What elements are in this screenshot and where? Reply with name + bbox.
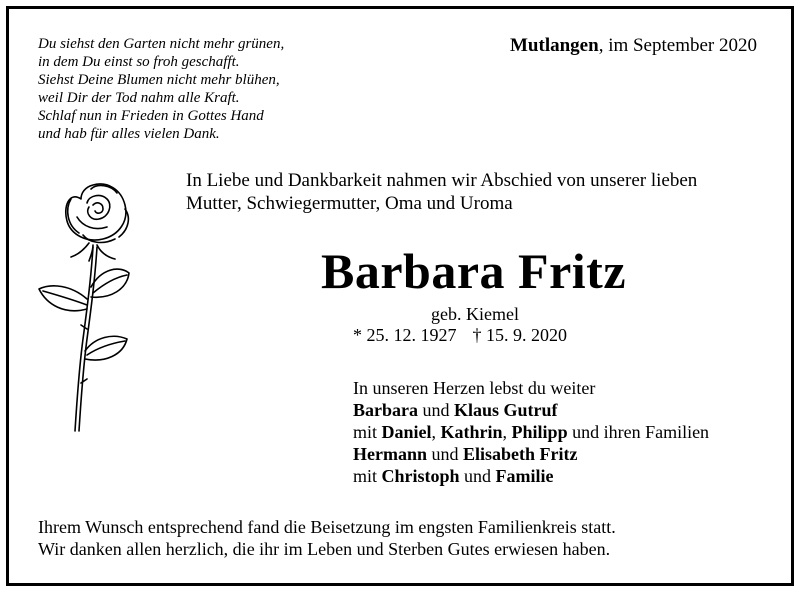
connector-text: und <box>427 444 463 464</box>
obituary-notice <box>6 6 794 586</box>
mourners-line <box>353 421 709 443</box>
intro-line: Mutter, Schwiegermutter, Oma und Uroma <box>186 193 513 214</box>
mourners-intro: In unseren Herzen lebst du weiter <box>353 378 596 398</box>
mourner-name: Philipp <box>511 422 568 442</box>
place-and-date <box>510 35 757 57</box>
birth-date: * 25. 12. 1927 <box>353 325 457 345</box>
connector-text: und <box>459 466 496 486</box>
mourners-list <box>353 377 709 487</box>
mourner-name: Klaus Gutruf <box>454 400 558 420</box>
connector-text: und ihren Familien <box>567 422 710 442</box>
life-dates <box>353 325 567 346</box>
poem-line: und hab für alles vielen Dank. <box>38 126 220 142</box>
mourner-name: Barbara <box>353 400 418 420</box>
mourner-name: Kathrin <box>440 422 503 442</box>
poem-line: Du siehst den Garten nicht mehr grünen, <box>38 36 285 52</box>
poem-line: in dem Du einst so froh geschafft. <box>38 54 240 70</box>
intro-line: In Liebe und Dankbarkeit nahmen wir Abschied von unserer lieben <box>186 170 698 191</box>
deceased-name: Barbara Fritz <box>321 243 627 299</box>
poem-line: Schlaf nun in Frieden in Gottes Hand <box>38 108 264 124</box>
connector-text: , <box>502 422 512 442</box>
mourners-line <box>353 443 709 465</box>
mourners-line <box>353 399 709 421</box>
closing-line: Wir danken allen herzlich, die ihr im Leben und Sterben Gutes erwiesen haben. <box>38 539 611 559</box>
mourner-name: Familie <box>495 466 554 486</box>
memorial-poem <box>38 35 368 143</box>
connector-text: und <box>418 400 454 420</box>
rose-icon <box>31 169 151 439</box>
mourner-name: Daniel <box>381 422 432 442</box>
poem-line: weil Dir der Tod nahm alle Kraft. <box>38 90 240 106</box>
place-name: Mutlangen <box>510 35 599 56</box>
closing-text <box>38 516 616 560</box>
intro-text <box>186 169 763 215</box>
date-text: , im September 2020 <box>598 35 757 56</box>
maiden-name: geb. Kiemel <box>431 304 519 324</box>
mourner-name: Hermann <box>353 444 427 464</box>
connector-text: , <box>431 422 441 442</box>
poem-line: Siehst Deine Blumen nicht mehr blühen, <box>38 72 280 88</box>
closing-line: Ihrem Wunsch entsprechend fand die Beisetzung im engsten Familienkreis statt. <box>38 517 616 537</box>
mourners-line <box>353 465 709 487</box>
connector-text: mit <box>353 422 382 442</box>
connector-text: mit <box>353 466 382 486</box>
death-date: † 15. 9. 2020 <box>472 325 567 345</box>
mourner-name: Elisabeth Fritz <box>463 444 578 464</box>
mourner-name: Christoph <box>381 466 460 486</box>
